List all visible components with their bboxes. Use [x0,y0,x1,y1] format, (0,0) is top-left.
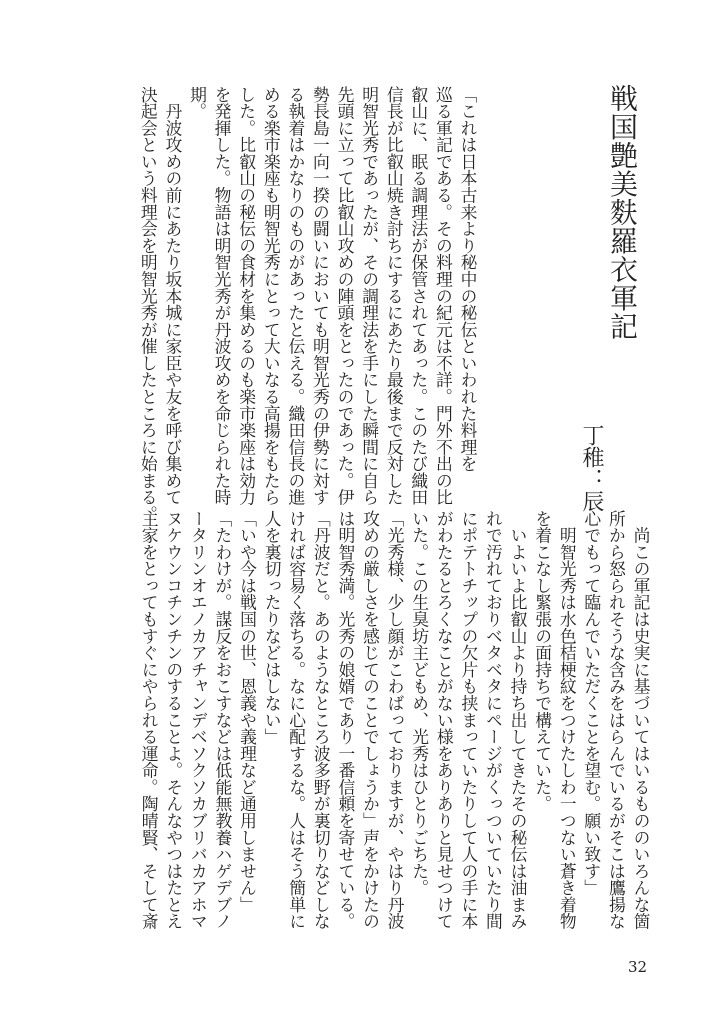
text-line: 信長が比叡山焼き討ちにするにあたり最後まで反対した [384,86,405,506]
text-line: は明智秀満。光秀の娘婿であり一番信頼を寄せている。 [335,510,356,930]
body-text-block [136,510,653,940]
text-line: 尚この軍記は史実に基づいてはいるもののいろんな箇 [631,510,651,930]
text-line: 明智光秀は水色桔梗紋をつけたしわ一つない蒼き着物 [557,510,578,930]
text-line: 先頭に立って比叡山攻めの陣頭をとったのであった。伊 [335,86,356,506]
text-line: 攻めの厳しさを感じてのことでしょうか」声をかけたの [360,510,381,930]
text-line: れで汚れておりベタベタにページがくっついていたり間 [483,510,504,930]
text-line: 「たわけが。謀反をおこすなどは低能無教養ハゲデブノ [212,510,233,930]
text-line: める楽市楽座も明智光秀にとって大いなる高揚をもたら [261,86,282,506]
text-line: を発揮した。物語は明智光秀が丹波攻めを命じられた時 [212,86,233,506]
text-line: 主家をとってもすぐにやられる運命。陶晴賢、そして斎 [139,510,160,930]
page-number: 32 [628,958,648,976]
text-line: 期。 [187,86,208,120]
text-line: 勢長島一向一揆の闘いにおいても明智光秀の伊勢に対す [310,86,331,506]
text-line: にポテトチップの欠片も挟まっていたりして人の手に本 [458,510,479,930]
text-line: 明智光秀であったが、その調理法を手にした瞬間に自ら [359,86,380,506]
chapter-title: 戦国艶美麩羅衣軍記 [606,84,639,341]
text-line: した。比叡山の秘伝の食材を集めるのも楽市楽座は効力 [236,86,257,506]
text-line: る執着はかなりのものがあったと伝える。織田信長の進 [285,86,306,506]
text-line: 巡る軍記である。その料理の紀元は不詳。門外不出の比 [433,86,454,506]
text-line: 叡山に、眠る調理法が保管されてあった。このたび織田 [408,86,429,506]
author-name: 丁稚：辰 [579,424,604,512]
text-line: 人を裏切ったりなどはしない」 [262,510,283,746]
text-line: を着こなし緊張の面持ちで構えていた。 [532,510,553,813]
text-line: ヌケウンコチンチンのすることよ。そんなやつはたとえ [163,510,184,930]
text-line: 「これは日本古来より秘中の秘伝といわれた料理を [458,86,478,473]
text-line: 「光秀様、少し顔がこわばっておりますが、やはり丹波 [385,510,406,930]
text-line: いた。この生臭坊主どもめ、光秀はひとりごちた。 [409,510,430,897]
intro-text-block [136,86,480,523]
text-line: いよいよ比叡山より持ち出してきたその秘伝は油まみ [508,510,529,930]
text-line: 決起会という料理会を明智光秀が催したところに始まる。 [138,86,159,523]
text-line: ければ容易く落ちる。なに心配するな。人はそう簡単に [286,510,307,930]
text-line: 丹波攻めの前にあたり坂本城に家臣や友を呼び集めて [162,86,183,506]
text-line: ータリンオエノカアチャンデベソクソカブリバカアホマ [188,510,209,930]
text-line: 心でもって臨んでいただくことを望む。願い致す」 [581,510,602,897]
text-line: 「丹波だと。あのようなところ波多野が裏切りなどしな [311,510,332,930]
text-line: 「いや今は戦国の世、恩義や義理など通用しません」 [237,510,258,913]
text-line: 所から怒られそうな含みをはらんでいるがそこは鷹揚な [606,510,627,930]
text-line: がわたるとろくなことがない様をありありと見せつけて [434,510,455,930]
